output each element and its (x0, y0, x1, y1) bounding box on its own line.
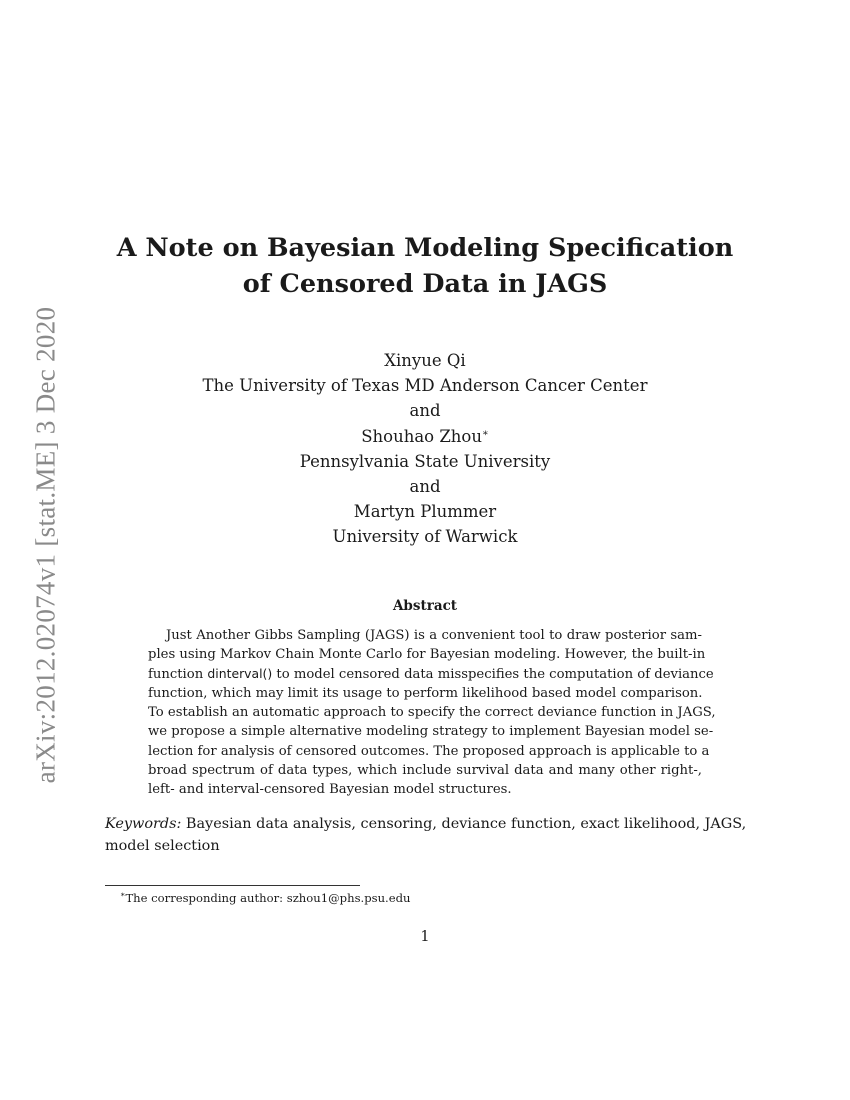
code-function-name: dinterval() (207, 666, 273, 682)
footnote-mark: ∗ (120, 890, 126, 900)
abstract-line-with-code (148, 664, 714, 684)
author-3-affiliation: University of Warwick (332, 527, 518, 547)
abstract-line: To establish an automatic approach to specify the correct deviance function in JAGS, (148, 705, 716, 721)
author-2 (0, 424, 850, 449)
footnote-text: The corresponding author: szhou1@phs.psu.edu (125, 891, 411, 905)
abstract-body (148, 626, 716, 799)
author-3-name: Martyn Plummer (353, 502, 497, 522)
author-separator-1: and (409, 401, 441, 421)
title-line-2: of Censored Data in JAGS (242, 269, 608, 299)
author-2-name: Shouhao Zhou (361, 426, 482, 446)
abstract-heading: Abstract (392, 598, 458, 614)
footnote (120, 891, 410, 905)
footnote-divider (105, 885, 360, 886)
keywords-line-2: model selection (105, 838, 220, 854)
author-block (0, 348, 850, 550)
page-number: 1 (420, 929, 430, 945)
keywords-label: Keywords: (105, 816, 182, 832)
author-2-affiliation: Pennsylvania State University (299, 451, 551, 471)
arxiv-identifier: arXiv:2012.02074v1 [stat.ME] 3 Dec 2020 (30, 306, 61, 784)
abstract-line: Just Another Gibbs Sampling (JAGS) is a convenient tool to draw posterior sam- (166, 628, 702, 643)
abstract-line: ples using Markov Chain Monte Carlo for Bayesian modeling. However, the built-in (148, 647, 706, 663)
abstract-line-prefix: function (148, 667, 204, 683)
abstract-line: we propose a simple alternative modeling strategy to implement Bayesian model se- (148, 724, 714, 740)
abstract-line: left- and interval-censored Bayesian model structures. (148, 781, 512, 797)
keywords-section (105, 813, 745, 857)
abstract-line: function, which may limit its usage to perform likelihood based model comparison. (148, 686, 703, 702)
keywords-line-1 (105, 813, 745, 835)
paper-title (0, 230, 850, 302)
abstract-line-rest: to model censored data misspecifies the computation of deviance (276, 667, 714, 683)
abstract-line: lection for analysis of censored outcomes. The proposed approach is applicable to a (148, 743, 710, 759)
author-1-name: Xinyue Qi (384, 351, 466, 370)
author-1-affiliation: The University of Texas MD Anderson Cancer Center (202, 376, 648, 396)
title-line-1: A Note on Bayesian Modeling Specification (116, 233, 734, 263)
keywords-list: Bayesian data analysis, censoring, deviance function, exact likelihood, JAGS, (185, 816, 747, 832)
corresponding-author-mark[interactable]: ∗ (482, 427, 489, 439)
abstract-line: broad spectrum of data types, which include survival data and many other right-, (148, 762, 702, 778)
author-separator-2: and (409, 477, 441, 497)
